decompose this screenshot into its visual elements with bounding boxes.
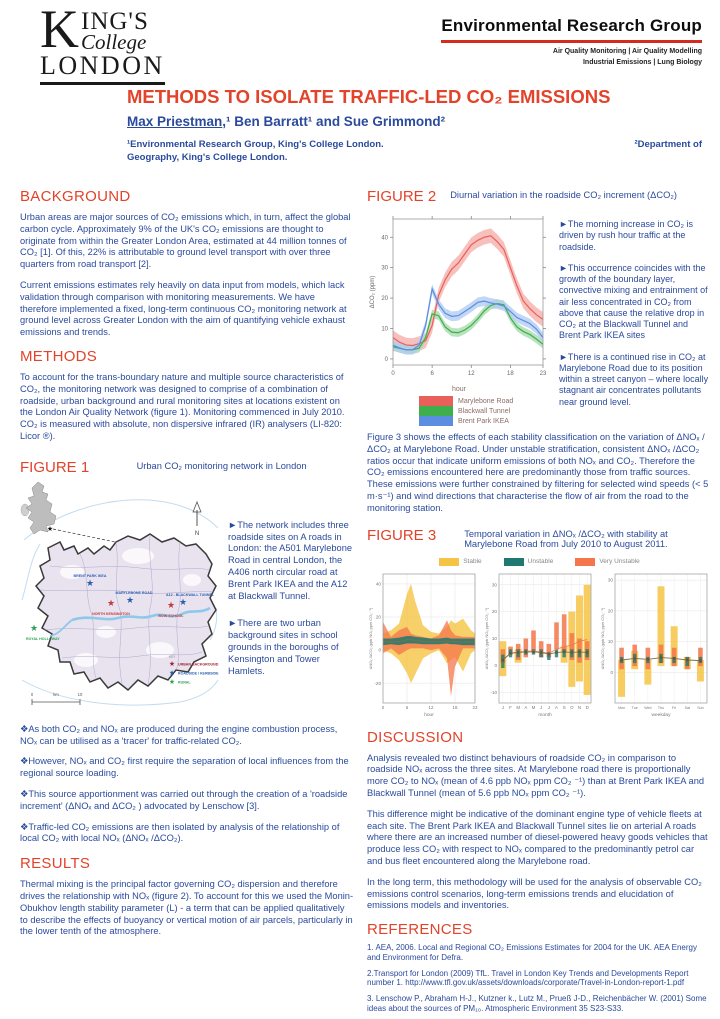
figure2-legend-item <box>419 416 551 426</box>
legend-swatch <box>575 558 595 566</box>
affiliations <box>127 139 702 165</box>
svg-text:12: 12 <box>428 704 434 710</box>
svg-text:0: 0 <box>378 647 381 653</box>
svg-text:-20: -20 <box>374 680 381 686</box>
svg-text:20: 20 <box>375 614 381 620</box>
svg-text:Sat: Sat <box>684 705 690 710</box>
svg-text:30: 30 <box>607 577 613 583</box>
tracer-bullets <box>20 724 354 845</box>
legend-swatch <box>419 416 453 426</box>
svg-text:O: O <box>570 704 574 710</box>
svg-text:10: 10 <box>77 691 83 697</box>
inset-london-star: ★ <box>46 525 54 533</box>
svg-text:0: 0 <box>384 356 388 363</box>
svg-text:0: 0 <box>391 371 395 377</box>
legend-label: Marylebone Road <box>458 397 514 405</box>
tracer-bullet-3: ❖This source apportionment was carried out through the creation of a 'roadside increment' (ΔNOₓ and ΔCO₂ ) advocated by Lenschow [3]. <box>20 788 348 811</box>
svg-text:A12 - BLACKWALL TUNNEL: A12 - BLACKWALL TUNNEL <box>166 592 215 597</box>
svg-text:★: ★ <box>168 678 176 686</box>
figure1-label: FIGURE 1 <box>20 458 90 476</box>
svg-text:ΔCO₂ (ppm): ΔCO₂ (ppm) <box>370 275 376 309</box>
svg-text:hour: hour <box>424 712 434 718</box>
figure2-legend-item <box>419 406 551 416</box>
figure2-header <box>367 188 712 205</box>
svg-text:Tue: Tue <box>631 705 638 710</box>
svg-text:BOW SCHOOL: BOW SCHOOL <box>158 613 184 618</box>
svg-text:M: M <box>516 704 521 710</box>
reference-3: 3. Lenschow P., Abraham H-J., Kutzner k., Lutz M., Prueß J-D., Reichenbächer W. (2001) Some ideas about the sources of PM₁₀. Atmospheric Environment 35 S23-S33. <box>367 994 707 1013</box>
svg-text:10: 10 <box>381 326 388 333</box>
svg-text:10: 10 <box>607 638 613 644</box>
svg-text:S: S <box>562 704 566 710</box>
right-column <box>367 188 712 1019</box>
kcl-logo-k: K <box>40 0 79 59</box>
uk-inset <box>21 482 115 542</box>
methods-paragraph: To account for the trans-boundary nature and multiple source characteristics of CO₂, the monitoring network was designed to comprise of a combination of roadside, urban background and rural monitoring sites at locations existent on the London Air Quality Network (figure 1). Monitoring commenced in July 2010. CO₂ is measured with absolute, non dispersive infrared (IR) analysers (LI-820: Licor ®). <box>20 371 345 441</box>
svg-text:NORTH KENSINGTON: NORTH KENSINGTON <box>92 611 130 616</box>
tracer-bullet-2: ❖However, NOₓ and CO₂ first require the separation of local influences from the regional source loading. <box>20 756 349 779</box>
svg-text:-10: -10 <box>490 689 497 695</box>
background-paragraph-1: Urban areas are major sources of CO₂ emissions which, in turn, affect the global carbon cycle. Approximately 9% of the UK's CO₂ emissions are thought to originate from within the Greater London Area, estimated at 44 million tonnes of CO₂ [1]. Of this, 22% is attributable to ground level transport with over three quarters from road transport [2]. <box>20 212 351 270</box>
discussion-paragraph-2: This difference might be indicative of the dominant engine type of vehicle fleets at each site. The Brent Park IKEA and Blackwall Tunnel sites lie on arterial A roads where there are an increased number of diesel-powered heavy goods vehicles that produce less CO₂ with respect to NOₓ compared to the predominantly petrol car and bus fleet encountered along the Marylebone road. <box>367 808 708 866</box>
svg-text:ROYAL HOLLOWAY: ROYAL HOLLOWAY <box>26 636 60 641</box>
erg-tagline-1: Air Quality Monitoring | Air Quality Modelling <box>552 48 702 55</box>
svg-text:Fri: Fri <box>672 705 677 710</box>
figure2-bullet-2: ►This occurrence coincides with the growth of the boundary layer, convective mixing and entrainment of air less concentrated in CO₂ from above that cause the relative drop in CO₂ at the Blackwall Tunnel and Brent Park IKEA sites <box>559 262 708 341</box>
figure2-legend <box>419 396 551 426</box>
svg-text:0: 0 <box>30 691 34 697</box>
figure3-legend-item <box>504 558 554 566</box>
tracer-bullet-1: ❖As both CO₂ and NOₓ are produced during the engine combustion process, NOₓ can be utilised as a 'tracer' for traffic-related CO₂. <box>20 723 338 746</box>
left-column <box>20 188 354 947</box>
affiliation-1: ¹Environmental Research Group, King's College London. <box>127 139 384 150</box>
legend-swatch <box>419 396 453 406</box>
tracer-bullet-4: ❖Traffic-led CO₂ emissions are then isolated by analysis of the relationship of local CO₂ with local NOₓ (ΔNOₓ /ΔCO₂). <box>20 821 340 844</box>
background-heading: BACKGROUND <box>20 188 131 205</box>
svg-text:40: 40 <box>375 581 381 587</box>
svg-text:month: month <box>538 712 552 718</box>
svg-text:A: A <box>555 704 558 710</box>
affiliation-2: ²Department of <box>634 139 702 150</box>
figure3-legend-item <box>575 558 639 566</box>
svg-text:★: ★ <box>178 596 188 607</box>
reference-1: 1. AEA, 2006. Local and Regional CO₂ Emissions Estimates for 2004 for the UK. AEA Energy and Environment for Defra. <box>367 943 697 962</box>
figure1-bullet-2: ►There are two urban background sites in school grounds in the boroughs of Kensington and Tower Hamlets. <box>228 618 339 676</box>
svg-text:18: 18 <box>452 704 458 710</box>
author-1: Max Priestman <box>127 114 223 129</box>
svg-text:20: 20 <box>491 608 497 614</box>
svg-text:Thu: Thu <box>657 705 665 710</box>
svg-text:20: 20 <box>607 608 613 614</box>
figure2-bullets <box>551 213 712 426</box>
discussion-heading: DISCUSSION <box>367 728 464 746</box>
svg-text:★: ★ <box>29 622 39 633</box>
authors-rest: ,¹ Ben Barratt¹ and Sue Grimmond² <box>222 114 446 129</box>
svg-text:★: ★ <box>168 660 176 668</box>
svg-text:0: 0 <box>494 662 497 668</box>
svg-text:6: 6 <box>405 704 409 710</box>
figure2-body <box>367 213 712 426</box>
svg-text:Sun: Sun <box>697 705 704 710</box>
figure1-bullet-1: ►The network includes three roadside sites on A roads in London: the A501 Marylebone Road in central London, the A406 north circular road at Brent Park IKEA and the A12 at Blackwall Tunnel. <box>228 519 353 601</box>
svg-text:30: 30 <box>381 265 388 272</box>
figure2-legend-item <box>419 396 551 406</box>
kcl-logo-college: College <box>81 30 147 54</box>
background-paragraph-2: Current emissions estimates rely heavily on data input from models, which lack validation through comparison with monitoring measurements. We have therefore implemented a fixed, long-term continuous CO₂ monitoring network at ground level across Greater London with the aim of quantifying vehicle exhaust emissions and trends. <box>20 279 347 338</box>
svg-text:40: 40 <box>381 235 388 242</box>
svg-text:J: J <box>501 704 504 710</box>
svg-text:23: 23 <box>472 704 478 710</box>
svg-text:BRENT PARK IKEA: BRENT PARK IKEA <box>73 573 107 578</box>
reference-2: 2.Transport for London (2009) TfL. Travel in London Key Trends and Developments Report number 1. http://www.tfl.gov.uk/assets/downloads/corporate/Travel-in-London-report-1.pdf <box>367 968 689 988</box>
figure1-caption: Urban CO₂ monitoring network in London <box>136 460 307 471</box>
svg-text:★: ★ <box>85 577 95 588</box>
figure3-legend <box>367 558 712 566</box>
svg-text:0: 0 <box>610 669 613 675</box>
svg-text:ΔNOₓ /ΔCO₂ (ppb NOₓ ppm CO₂ ⁻¹: ΔNOₓ /ΔCO₂ (ppb NOₓ ppm CO₂ ⁻¹) <box>600 607 605 669</box>
svg-text:0: 0 <box>381 704 385 710</box>
figure2-bullet-1: ►The morning increase in CO₂ is driven by rush hour traffic at the roadside. <box>559 219 693 252</box>
references-section <box>367 921 712 1014</box>
figure1-body <box>20 480 354 712</box>
svg-text:★: ★ <box>168 669 176 677</box>
erg-tagline-2: Industrial Emissions | Lung Biology <box>582 58 702 66</box>
svg-text:D: D <box>585 704 589 710</box>
poster-title: METHODS TO ISOLATE TRAFFIC-LED CO₂ EMISSIONS <box>127 86 611 107</box>
results-heading: RESULTS <box>20 855 91 873</box>
legend-label: Blackwall Tunnel <box>458 407 511 415</box>
references-heading: REFERENCES <box>367 921 473 939</box>
svg-text:weekday: weekday <box>651 712 671 718</box>
svg-text:10: 10 <box>491 635 497 641</box>
figure3-caption: Temporal variation in ΔNOₓ /ΔCO₂ with stability at Marylebone Road from July 2010 to August 2011. <box>464 528 668 549</box>
svg-text:★: ★ <box>106 597 116 608</box>
legend-label: Unstable <box>527 558 554 566</box>
legend-label: Very Unstable <box>599 558 640 566</box>
svg-text:ΔNOₓ /ΔCO₂ (ppb NOₓ ppm CO₂ ⁻¹: ΔNOₓ /ΔCO₂ (ppb NOₓ ppm CO₂ ⁻¹) <box>368 607 373 669</box>
discussion-paragraph-1: Analysis revealed two distinct behaviours of roadside CO₂ in comparison to roadside NOₓ across the three sites. At Marylebone road there is proportionally more CO₂ to NOₓ (mean of 4.6 ppb NOₓ ppm CO₂ ⁻¹) than at Brent Park IKEA and Blackwall Tunnel (mean of 5.6 ppb NOₓ ppm CO₂ ⁻¹). <box>367 752 705 798</box>
london-map <box>20 480 220 712</box>
legend-label: Brent Park IKEA <box>458 417 509 425</box>
legend-label: Stable <box>463 558 482 566</box>
figure3-panel-month <box>483 569 595 719</box>
svg-text:J: J <box>547 704 550 710</box>
figure2-xaxis-label: hour <box>451 386 466 393</box>
figure3-intro-paragraph: Figure 3 shows the effects of each stability classification on the variation of ΔNOₓ /ΔCO₂ at Marylebone Road. Under unstable stratification, consistent ΔNOₓ /ΔCO₂ ratios occur that indicate uniform emissions of both NOₓ and CO₂. Therefore the CO₂ emissions encountered here are predominantly those from traffic sources. These emissions were further constrained by filtering for selected wind speeds (< 5 m·s⁻¹) and wind directions that characterise the flow of air from the road to the monitoring station. <box>367 432 709 513</box>
svg-text:km: km <box>53 691 59 697</box>
methods-heading: METHODS <box>20 347 98 365</box>
svg-text:★: ★ <box>166 599 176 610</box>
svg-text:F: F <box>509 704 512 710</box>
svg-text:6: 6 <box>430 371 434 377</box>
svg-text:N: N <box>577 704 582 710</box>
figure3-panels <box>367 569 712 719</box>
affiliation-2-cont: Geography, King's College London. <box>127 151 288 163</box>
discussion-paragraph-3: In the long term, this methodology will be used for the analysis of observable CO₂ emissions control scenarios, long-term emissions trends and elucidation of emissions models and inventories. <box>367 876 702 911</box>
legend-swatch <box>439 558 459 566</box>
figure3-legend-item <box>439 558 481 566</box>
legend-swatch <box>419 406 453 416</box>
svg-text:KEY: KEY <box>169 654 176 659</box>
figure3-panel-hour <box>367 569 479 719</box>
kcl-logo-ings: ING'S <box>81 8 149 35</box>
svg-text:RURAL: RURAL <box>178 680 191 685</box>
kings-college-logo <box>40 0 180 85</box>
legend-swatch <box>504 558 524 566</box>
svg-text:★: ★ <box>125 594 135 605</box>
svg-text:J: J <box>540 704 543 710</box>
figure3-label: FIGURE 3 <box>367 526 437 544</box>
figure3-panel-weekday <box>599 569 711 719</box>
svg-text:ΔNOₓ /ΔCO₂ (ppb NOₓ ppm CO₂ ⁻¹: ΔNOₓ /ΔCO₂ (ppb NOₓ ppm CO₂ ⁻¹) <box>484 607 489 669</box>
svg-text:20: 20 <box>381 296 388 303</box>
svg-text:A: A <box>524 704 528 710</box>
figure1-bullets <box>228 480 354 712</box>
authors-line <box>127 114 445 129</box>
erg-logo <box>441 16 702 68</box>
figure2-bullet-3: ►There is a continued rise in CO₂ at Marylebone Road due to its position within a street canyon – where locally stagnant air concentrates pollutants near ground level. <box>559 351 709 407</box>
svg-text:N: N <box>194 530 200 537</box>
svg-text:18: 18 <box>507 371 514 377</box>
svg-text:12: 12 <box>467 371 475 377</box>
results-paragraph: Thermal mixing is the principal factor governing CO₂ dispersion and therefore drives the relationship with NOₓ (figure 2). To account for this we used the Monin-Obukhov length stability parameter (L) - a term that can be applied qualitatively to describe the effects of buoyancy or vertical motion of air parcels, particularly in the lower tenth of the atmosphere. <box>20 879 354 937</box>
svg-text:MARYLEBONE ROAD: MARYLEBONE ROAD <box>115 590 153 595</box>
figure2-caption: Diurnal variation in the roadside CO₂ increment (ΔCO₂) <box>450 190 678 200</box>
svg-text:Wed: Wed <box>644 705 652 710</box>
svg-text:30: 30 <box>491 581 497 587</box>
figure3-header <box>367 527 712 549</box>
figure1-header <box>20 459 354 476</box>
kcl-logo-london: LONDON <box>40 53 165 85</box>
svg-text:ROADSIDE / KERBSIDE: ROADSIDE / KERBSIDE <box>178 671 219 676</box>
erg-logo-title: Environmental Research Group <box>441 16 702 43</box>
svg-text:23: 23 <box>539 371 547 377</box>
svg-text:URBAN BACKGROUND: URBAN BACKGROUND <box>178 662 219 667</box>
svg-text:Mon: Mon <box>618 705 626 710</box>
figure2-chart <box>367 213 549 383</box>
svg-text:M: M <box>531 704 536 710</box>
figure2-label: FIGURE 2 <box>367 188 437 205</box>
